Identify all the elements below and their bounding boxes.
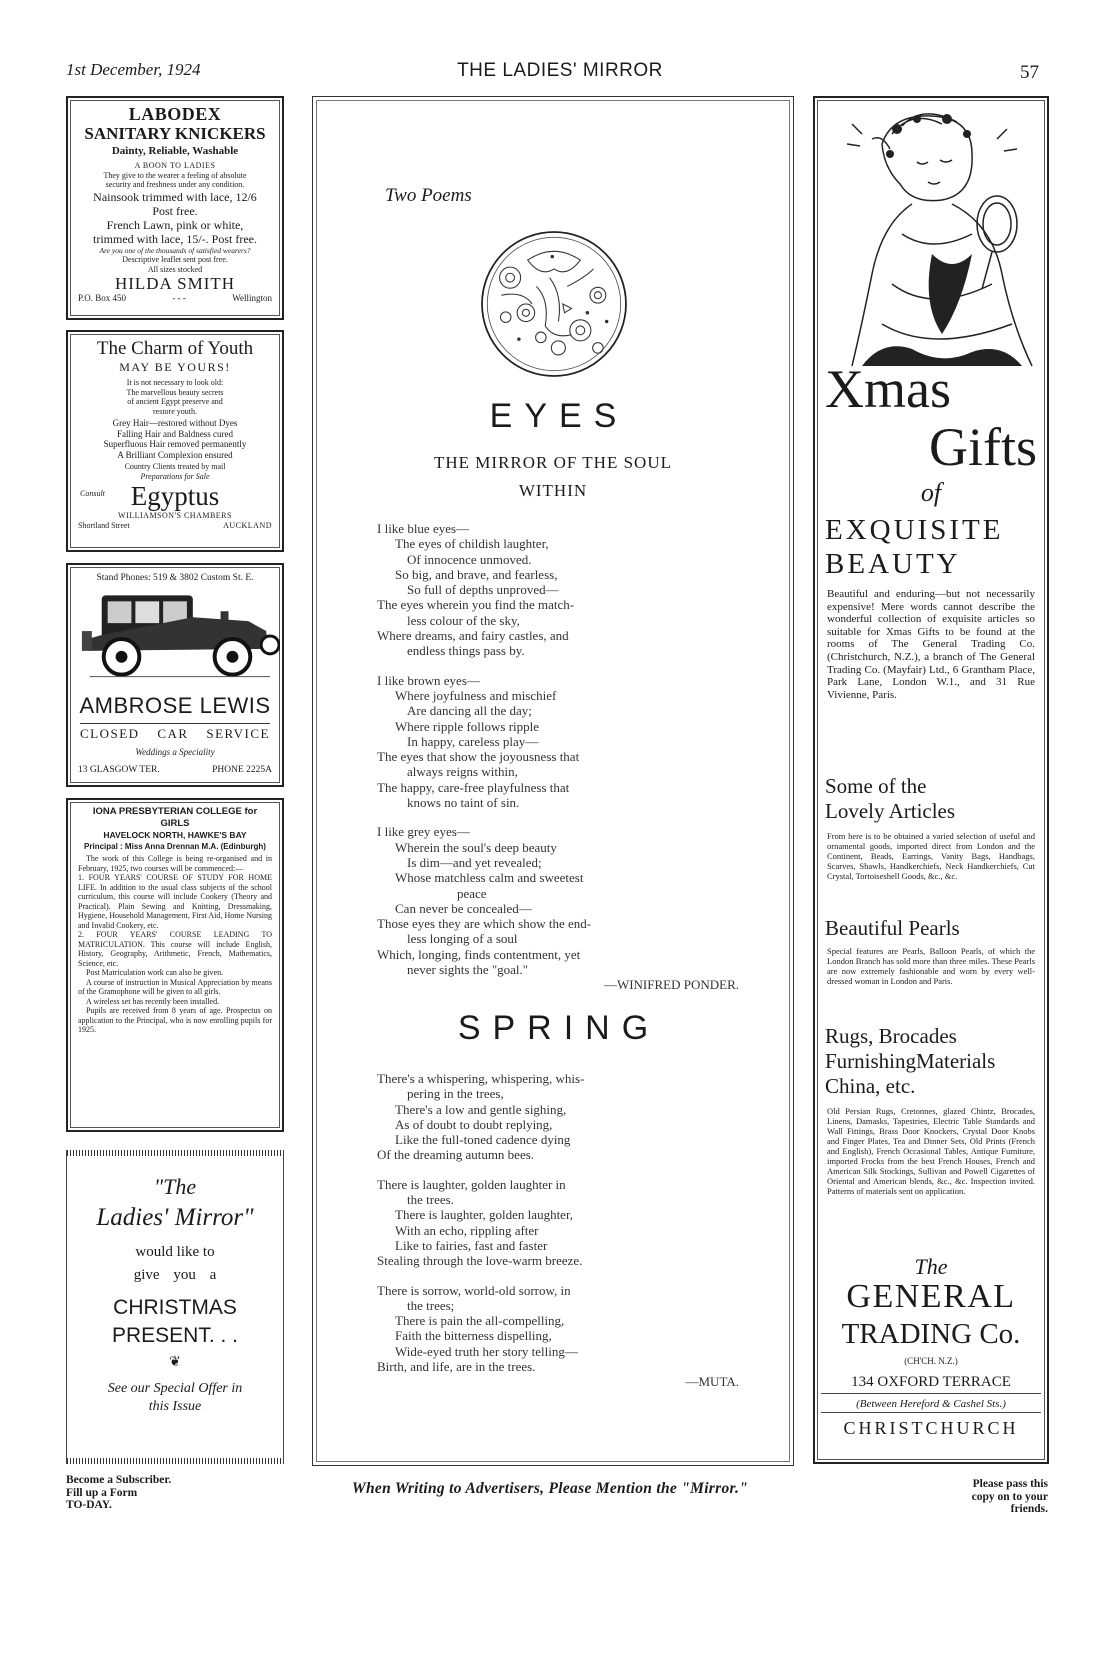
labodex-leaflet: Descriptive leaflet sent post free. [122, 255, 228, 264]
rugs-heading-2: FurnishingMaterials [825, 1049, 996, 1073]
ambrose-phone: PHONE 2225A [212, 765, 272, 775]
footer-left-1: Become a Subscriber. [66, 1474, 172, 1486]
eyes-stanza-1 [377, 521, 739, 659]
eyes-line: Whose matchless calm and sweetest [395, 870, 584, 886]
rugs-heading-3: China, etc. [825, 1074, 916, 1098]
promo-bottom-border [67, 1458, 283, 1464]
spring-line: With an echo, rippling after [395, 1222, 539, 1238]
egyptus-grey-hair: Grey Hair—restored without Dyes [112, 418, 238, 428]
spring-line: Stealing through the love-warm breeze. [377, 1253, 583, 1269]
egyptus-preparations: Preparations for Sale [140, 471, 210, 481]
pearls-body: Special features are Pearls, Balloon Pearls, of which the London Branch has sold more than three miles. These Pearls are now extremely fashionable and worn by every well-dressed woman in London and Paris. [827, 946, 1035, 986]
articles-heading-2: Lovely Articles [825, 799, 956, 823]
company-location-note: (CH'CH. N.Z.) [904, 1356, 958, 1366]
pearls-heading: Beautiful Pearls [825, 916, 960, 940]
spring-line: There is pain the all-compelling, [395, 1313, 565, 1329]
ambrose-service-word-3: SERVICE [206, 726, 270, 741]
articles-heading-1: Some of the [825, 774, 927, 798]
poem-1-author: —WINIFRED PONDER. [603, 977, 739, 993]
labodex-price-2b: trimmed with lace, 15/-. Post free. [93, 231, 257, 246]
iona-para-music: A course of instruction in Musical Appreciation by means of the Gramophone will be given to all girls. [78, 977, 272, 996]
articles-body: From here is to be obtained a varied selection of useful and ornamental goods, imported direct from London and the Continent, Beads, Earrings, Vanity Bags, Handbags, Scarves, Shawls, Handkerchiefs, Neck Handkerchiefs, Cut Crystal, Tortoiseshell Goods, &c., &c. [827, 831, 1035, 881]
page-number: 57 [1020, 62, 1039, 83]
ambrose-lewis-advertisement [66, 563, 284, 787]
spring-stanza-3 [377, 1283, 739, 1375]
eyes-line: I like brown eyes— [377, 672, 480, 688]
gifts-exquisite: EXQUISITE [825, 514, 1004, 546]
company-city: CHRISTCHURCH [843, 1418, 1019, 1438]
egyptus-superfluous-hair: Superfluous Hair removed permanently [103, 439, 247, 449]
spring-line: There is sorrow, world-old sorrow, in [377, 1282, 571, 1298]
spring-line: Like the full-toned cadence dying [395, 1132, 571, 1148]
egyptus-chambers: WILLIAMSON'S CHAMBERS [118, 511, 232, 520]
spring-line: There is laughter, golden laughter, [395, 1207, 574, 1223]
eyes-line: So big, and brave, and fearless, [395, 566, 558, 582]
gifts-intro: Beautiful and enduring—but not necessarily expensive! Mere words cannot describe the wonderful collection of exquisite articles so suitable for Xmas Gifts to be found at the rooms of The General Trading Co. (Christchurch, N.Z.), a branch of The General Trading Co. (Mayfair) Ltd., 6 Grantham Place, Park Lane, London W.1., and 31 Rue Vivienne, Paris. [827, 588, 1035, 701]
egyptus-desc-4: restore youth. [153, 406, 197, 416]
poem-1-subtitle-2: WITHIN [518, 481, 588, 500]
labodex-tagline: Dainty, Reliable, Washable [111, 145, 239, 157]
footer-right-2: copy on to your [971, 1490, 1048, 1503]
company-address: 134 OXFORD TERRACE [821, 1374, 1041, 1394]
spring-line: Like to fairies, fast and faster [395, 1237, 548, 1253]
issue-date: 1st December, 1924 [66, 60, 201, 79]
iona-location: HAVELOCK NORTH, HAWKE'S BAY [103, 830, 247, 840]
spring-line: As of doubt to doubt replying, [395, 1116, 553, 1132]
company-trading: TRADING Co. [841, 1318, 1021, 1350]
eyes-line: Those eyes they are which show the end- [377, 916, 592, 932]
labodex-price-1: Nainsook trimmed with lace, 12/6 [93, 189, 257, 204]
iona-para-post-matric: Post Matriculation work can also be given. [86, 968, 224, 977]
general-trading-advertisement [813, 96, 1049, 1464]
egyptus-city: AUCKLAND [223, 520, 272, 530]
poem-1-title: EYES [489, 397, 629, 435]
spring-stanza-2 [377, 1177, 739, 1269]
eyes-line: endless things pass by. [407, 643, 525, 659]
eyes-line: So full of depths unproved— [407, 582, 559, 598]
footer-right-1: Please pass this [972, 1478, 1048, 1490]
gifts-xmas: Xmas [825, 359, 951, 419]
magazine-title: THE LADIES' MIRROR [457, 60, 663, 81]
labodex-post-free: Post free. [152, 203, 198, 218]
company-the: The [914, 1254, 948, 1279]
poem-eyes-body [377, 521, 739, 993]
eyes-line: I like grey eyes— [377, 824, 470, 840]
poem-2-author: —MUTA. [685, 1374, 739, 1390]
eyes-line: The eyes that show the joyousness that [377, 749, 580, 765]
company-general: GENERAL [846, 1278, 1016, 1315]
eyes-line: Are dancing all the day; [407, 703, 532, 719]
labodex-price-2a: French Lawn, pink or white, [106, 217, 244, 232]
footer-left-3: TO-DAY. [66, 1499, 112, 1511]
footer-right-3: friends. [1010, 1503, 1048, 1515]
spring-line: There's a whispering, whispering, whis- [377, 1071, 585, 1086]
eyes-line: Wherein the soul's deep beauty [395, 839, 557, 855]
spring-stanza-1 [377, 1071, 739, 1163]
iona-para-intro: The work of this College is being re-organised and in February, 1925, two courses will be commenced:— [78, 854, 272, 873]
ambrose-weddings: Weddings a Speciality [135, 747, 215, 757]
labodex-boon: A BOON TO LADIES [134, 161, 216, 170]
eyes-line: Of innocence unmoved. [407, 551, 532, 567]
iona-para-wireless: A wireless set has recently been installed. [86, 996, 220, 1006]
eyes-line: peace [457, 885, 487, 901]
labodex-advertisement [66, 96, 284, 320]
promo-offer-2: this Issue [148, 1399, 202, 1414]
labodex-product: SANITARY KNICKERS [84, 124, 266, 143]
egyptus-desc-3: of ancient Egypt preserve and [127, 397, 223, 406]
eyes-line: always reigns within, [407, 764, 518, 780]
poems-heading: Two Poems [385, 185, 472, 206]
poem-2-title: SPRING [457, 1009, 661, 1047]
eyes-line: The eyes wherein you find the match- [377, 597, 575, 613]
promo-christmas: CHRISTMAS [113, 1296, 237, 1319]
footer-subscribe-note [66, 1474, 171, 1512]
egyptus-country: Country Clients treated by mail [124, 462, 226, 471]
eyes-line: In happy, careless play— [407, 733, 539, 749]
promo-the: "The [153, 1174, 197, 1199]
promo-magazine-name: Ladies' Mirror" [96, 1204, 254, 1231]
spring-line: Faith the bitterness dispelling, [395, 1328, 552, 1344]
decorative-mirror-illustration [475, 225, 633, 383]
spring-line: the trees. [407, 1192, 454, 1208]
ambrose-name: AMBROSE LEWIS [79, 693, 271, 718]
rugs-heading-1: Rugs, Brocades [825, 1024, 957, 1048]
egyptus-advertisement [66, 330, 284, 552]
eyes-stanza-3 [377, 824, 739, 977]
labodex-city: Wellington [232, 293, 272, 303]
labodex-desc-1: They give to the wearer a feeling of absolute [103, 170, 247, 180]
iona-para-course-2: 2. FOUR YEARS' COURSE LEADING TO MATRICULATION. This course will include English, History, Geography, Arithmetic, French, Mathematics, Science, etc. [78, 930, 272, 968]
eyes-line: Is dim—and yet revealed; [407, 854, 542, 870]
poem-1-subtitle-1: THE MIRROR OF THE SOUL [434, 453, 672, 472]
gifts-of: of [920, 478, 942, 507]
promo-line-2: give you a [133, 1267, 217, 1283]
iona-college-advertisement [66, 798, 284, 1132]
spring-line: Birth, and life, are in the trees. [377, 1359, 536, 1375]
iona-title: IONA PRESBYTERIAN COLLEGE for GIRLS [92, 806, 258, 829]
lady-with-hand-mirror-illustration [821, 104, 1043, 374]
iona-para-pupils: Pupils are received from 8 years of age. Prospectus on application to the Principal, who is now enrolling pupils for 1925. [78, 1006, 272, 1034]
eyes-line: I like blue eyes— [377, 521, 470, 536]
egyptus-desc-1: It is not necessary to look old: [126, 378, 224, 387]
eyes-line: less colour of the sky, [407, 612, 520, 628]
ambrose-service-word-1: CLOSED [80, 726, 140, 741]
company-cross-streets: (Between Hereford & Cashel Sts.) [821, 1398, 1041, 1413]
labodex-box: P.O. Box 450 [78, 293, 127, 303]
poems-panel [312, 96, 794, 1466]
mirror-promo-box [66, 1150, 284, 1464]
footer-advertisers-note: When Writing to Advertisers, Please Mention the "Mirror." [351, 1480, 749, 1497]
egyptus-falling-hair: Falling Hair and Baldness cured [117, 428, 233, 439]
eyes-line: never sights the "goal." [407, 962, 529, 978]
spring-line: There is laughter, golden laughter in [377, 1176, 566, 1192]
egyptus-consult: Consult [80, 489, 105, 498]
egyptus-street: Shortland Street [78, 520, 130, 530]
spring-line: Wide-eyed truth her story telling— [395, 1343, 578, 1359]
ambrose-address: 13 GLASGOW TER. [78, 765, 160, 775]
ambrose-service-word-2: CAR [157, 726, 189, 741]
eyes-line: less longing of a soul [407, 931, 518, 947]
promo-present: PRESENT. . . [111, 1324, 239, 1347]
eyes-line: Where joyfulness and mischief [395, 687, 557, 703]
eyes-line: Can never be concealed— [395, 900, 532, 916]
egyptus-subhead: MAY BE YOURS! [119, 360, 231, 374]
gifts-beauty: BEAUTY [825, 548, 961, 580]
eyes-stanza-2 [377, 673, 739, 811]
limousine-car-illustration [72, 587, 280, 687]
poem-spring-body [377, 1071, 739, 1390]
spring-line: Of the dreaming autumn bees. [377, 1147, 535, 1163]
rugs-body: Old Persian Rugs, Cretonnes, glazed Chintz, Brocades, Linens, Damasks, Tapestries, Electric Table Standards and Wall Fittings, Brass Door Knockers, Crystal Door Knobs and Finger Plates, Tea and Dinner Sets, Old Prints (French and English), French Occasional Tables, Antique Furniture, imported Frocks from the best French Houses, French and American Silk Stockings, Sullivan and Powell Cigarettes of Oriental and American blends, &c., &c. Inspection invited. Patterns of materials sent on application. [827, 1106, 1035, 1196]
eyes-line: The happy, care-free playfulness that [377, 779, 570, 795]
labodex-dashes: - - - [172, 293, 186, 303]
spring-line: pering in the trees, [407, 1086, 504, 1102]
labodex-desc-2: security and freshness under any condition. [105, 180, 245, 189]
gifts-gifts: Gifts [929, 417, 1037, 477]
iona-para-course-1: 1. FOUR YEARS' COURSE OF STUDY FOR HOME LIFE. In addition to the usual class subjects of the school curriculum, this course will include Cookery (Theory and Practical). Plain Sewing and Knitting, Dressmaking, Hygiene, Household Management, First Aid, Home Nursing and Invalid Cookery, etc. [78, 873, 272, 930]
eyes-line: knows no taint of sin. [407, 795, 520, 811]
eyes-line: Where ripple follows ripple [395, 718, 540, 734]
labodex-seller: HILDA SMITH [114, 274, 236, 293]
footer-left-2: Fill up a Form [66, 1486, 138, 1499]
spring-line: There's a low and gentle sighing, [395, 1101, 567, 1117]
footer-pass-copy-note [924, 1478, 1048, 1516]
eyes-line: Where dreams, and fairy castles, and [377, 628, 569, 644]
eyes-line: The eyes of childish laughter, [395, 536, 549, 552]
promo-offer-1: See our Special Offer in [107, 1381, 243, 1396]
ambrose-phones: Stand Phones: 519 & 3802 Custom St. E. [96, 573, 254, 583]
egyptus-complexion: A Brilliant Complexion ensured [117, 449, 233, 460]
labodex-question: Are you one of the thousands of satisfied wearers? [99, 245, 251, 255]
spring-line: the trees; [407, 1297, 455, 1313]
labodex-brand: LABODEX [128, 104, 222, 124]
labodex-sizes: All sizes stocked [147, 264, 203, 274]
promo-top-border [67, 1150, 283, 1156]
ornament-icon: ❦ [169, 1355, 181, 1370]
egyptus-headline: The Charm of Youth [96, 338, 254, 359]
iona-principal: Principal : Miss Anna Drennan M.A. (Edinburgh) [84, 842, 266, 851]
egyptus-desc-2: The marvellous beauty secrets [126, 387, 224, 397]
egyptus-brand: Egyptus [130, 481, 220, 511]
promo-line-1: would like to [135, 1244, 215, 1260]
eyes-line: Which, longing, finds contentment, yet [377, 946, 581, 962]
